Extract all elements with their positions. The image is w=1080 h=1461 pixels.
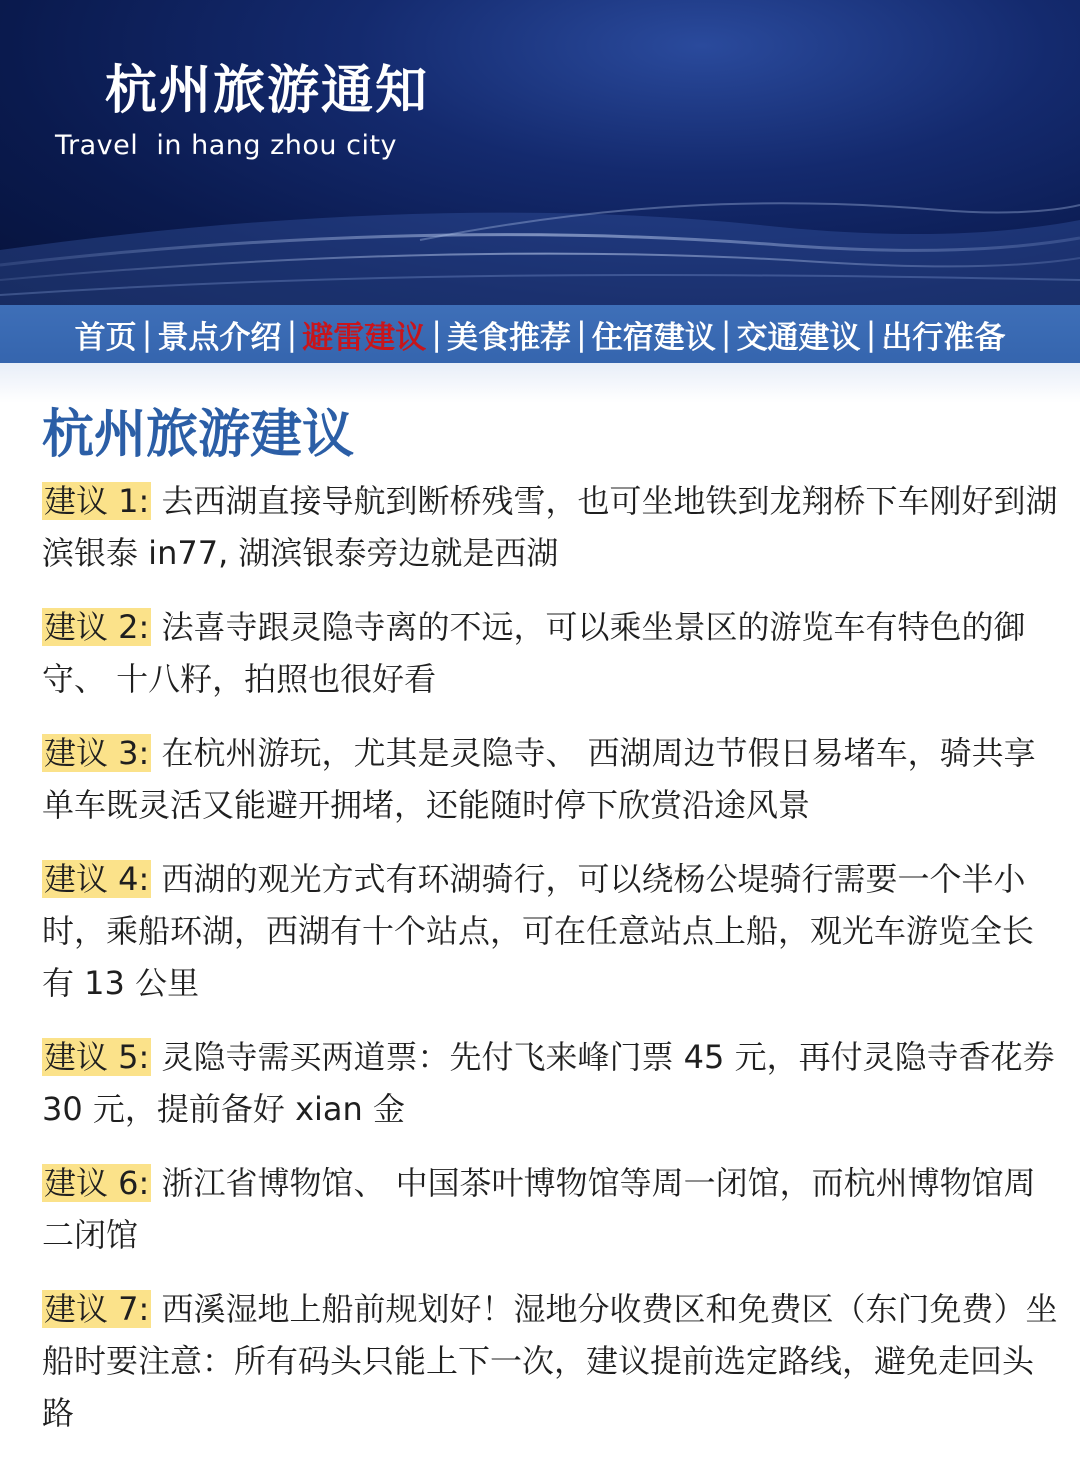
nav-item-lodging[interactable]: 住宿建议: [591, 319, 716, 356]
nav-separator: |: [865, 315, 877, 353]
tip-label: 建议 4:: [44, 860, 150, 898]
banner-title: 杭州旅游通知: [105, 61, 430, 121]
tip-item: [42, 1031, 1064, 1135]
tip-text: 西溪湿地上船前规划好！湿地分收费区和免费区（东门免费）坐船时要注意：所有码头只能上下一次，建议提前选定路线，避免走回头路: [42, 1290, 1058, 1432]
tip-item: [42, 1157, 1064, 1261]
nav-separator: |: [431, 315, 442, 353]
tip-item: [42, 601, 1064, 705]
tip-label: 建议 2:: [44, 608, 150, 646]
tip-text: 灵隐寺需买两道票：先付飞来峰门票 45 元，再付灵隐寺香花券 30 元，提前备好 xian 金: [42, 1038, 1055, 1128]
nav-item-home[interactable]: 首页: [74, 319, 137, 356]
tips-list: [42, 475, 1064, 1461]
tip-item: [42, 475, 1064, 579]
tip-label: 建议 3:: [44, 734, 150, 772]
nav-separator: |: [141, 315, 153, 353]
tip-item: [42, 1283, 1064, 1439]
tip-text: 法喜寺跟灵隐寺离的不远，可以乘坐景区的游览车有特色的御守、 十八籽，拍照也很好看: [42, 608, 1026, 698]
nav-item-attractions[interactable]: 景点介绍: [157, 319, 282, 356]
tip-text: 去西湖直接导航到断桥残雪，也可坐地铁到龙翔桥下车刚好到湖滨银泰 in77, 湖滨银泰旁边就是西湖: [42, 482, 1058, 572]
nav-separator: |: [576, 315, 587, 353]
nav-separator: |: [720, 315, 732, 353]
tip-item: [42, 853, 1064, 1009]
section-title: 杭州旅游建议: [42, 405, 355, 465]
tip-text: 在杭州游玩，尤其是灵隐寺、 西湖周边节假日易堵车，骑共享单车既灵活又能避开拥堵，还能随时停下欣赏沿途风景: [42, 734, 1036, 824]
tip-label: 建议 5:: [44, 1038, 150, 1076]
tip-label: 建议 6:: [44, 1164, 150, 1202]
banner-subtitle: Travel in hang zhou city: [55, 130, 398, 161]
tip-text: 西湖的观光方式有环湖骑行，可以绕杨公堤骑行需要一个半小时，乘船环湖，西湖有十个站点，可在任意站点上船，观光车游览全长有 13 公里: [42, 860, 1035, 1002]
nav-item-transport[interactable]: 交通建议: [736, 319, 861, 356]
nav-item-trip-prep[interactable]: 出行准备: [881, 319, 1006, 356]
tip-item: [42, 727, 1064, 831]
nav-separator: |: [286, 315, 298, 353]
nav-bar: [0, 305, 1080, 363]
nav-item-food[interactable]: 美食推荐: [447, 319, 571, 356]
nav-item-pitfall-tips[interactable]: 避雷建议: [302, 319, 427, 356]
tip-label: 建议 7:: [44, 1290, 150, 1328]
tip-label: 建议 1:: [44, 482, 150, 520]
tip-text: 浙江省博物馆、 中国茶叶博物馆等周一闭馆，而杭州博物馆周二闭馆: [42, 1164, 1036, 1254]
header-banner: [0, 0, 1080, 305]
